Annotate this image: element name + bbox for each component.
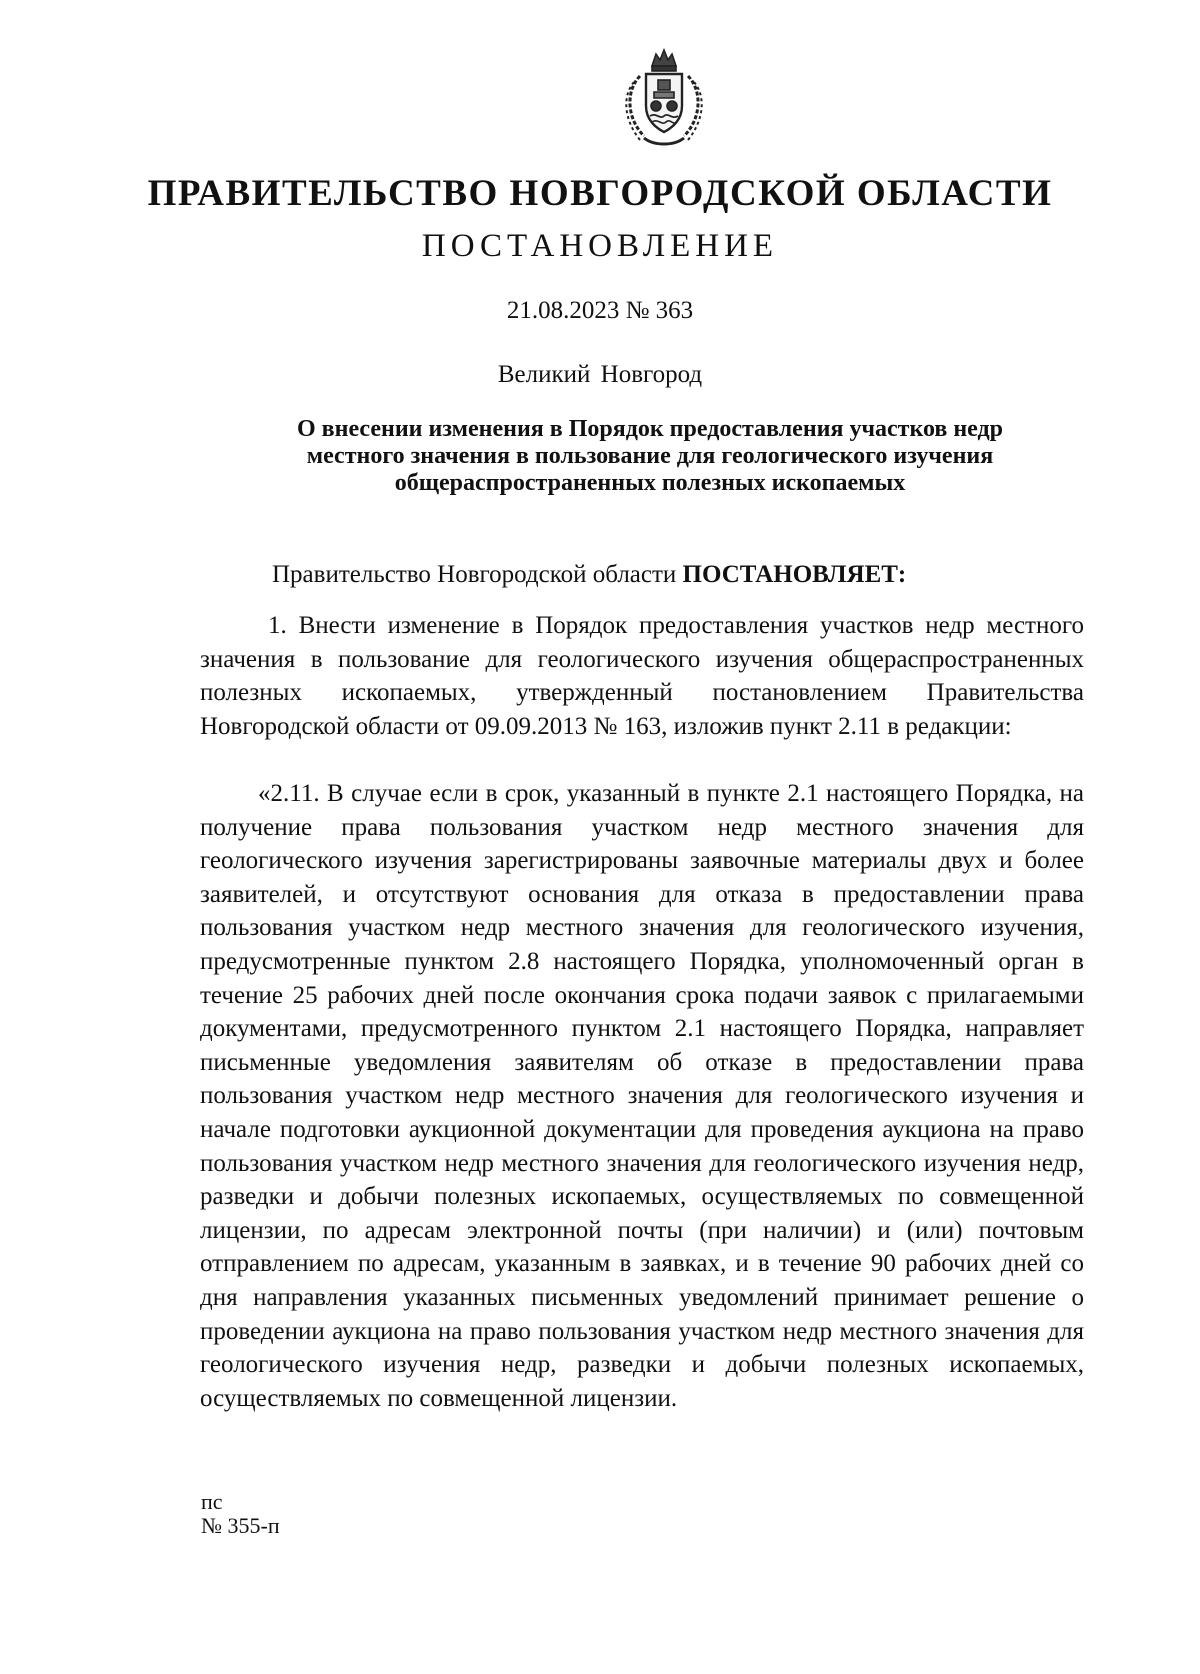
subject-line: местного значения в пользование для геологического изучения xyxy=(306,443,994,469)
coat-of-arms-emblem xyxy=(618,46,710,150)
paragraph-1: 1. Внести изменение в Порядок предоставления участков недр местного значения в пользование для геологического изучения общераспространенных полезных ископаемых, утвержденный постановлением Правительства Новгородской области от 09.09.2013 № 163, изложив пункт 2.11 в редакции: xyxy=(200,612,1084,740)
decree-lead: Правительство Новгородской области xyxy=(272,561,683,588)
document-subject xyxy=(200,416,1100,497)
footer-reg-number: № 355-п xyxy=(201,1513,280,1538)
subject-line: общераспространенных полезных ископаемых xyxy=(394,470,906,496)
footer-code: пс xyxy=(201,1489,223,1514)
document-city: Великий Новгород xyxy=(497,361,703,388)
decree-verb: ПОСТАНОВЛЯЕТ: xyxy=(682,561,907,588)
document-date-number: 21.08.2023 № 363 xyxy=(506,297,694,324)
document-type: ПОСТАНОВЛЕНИЕ xyxy=(421,228,779,264)
decree-statement xyxy=(200,558,1084,592)
paragraph-2: «2.11. В случае если в срок, указанный в пункте 2.1 настоящего Порядка, на получение права пользования участком недр местного значения для геологического изучения зарегистрированы заявочные материалы двух и более заявителей, и отсутствуют основания для отказа в предоставлении права пользования участком недр местного значения для геологического изучения, предусмотренные пунктом 2.8 настоящего Порядка, уполномоченный орган в течение 25 рабочих дней после окончания срока подачи заявок с прилагаемыми документами, предусмотренного пунктом 2.1 настоящего Порядка, направляет письменные уведомления заявителям об отказе в предоставлении права пользования участком недр местного значения для геологического изучения и начале подготовки аукционной документации для проведения аукциона на право пользования участком недр местного значения для геологического изучения недр, разведки и добычи полезных ископаемых, осуществляемых по совмещенной лицензии, по адресам электронной почты (при наличии) и (или) почтовым отправлением по адресам, указанным в заявках, и в течение 90 рабочих дней со дня направления указанных письменных уведомлений принимает решение о проведении аукциона на право пользования участком недр местного значения для геологического изучения недр, разведки и добычи полезных ископаемых, осуществляемых по совмещенной лицензии. xyxy=(200,780,1084,1412)
subject-line: О внесении изменения в Порядок предоставления участков недр xyxy=(297,416,1003,442)
government-title: ПРАВИТЕЛЬСТВО НОВГОРОДСКОЙ ОБЛАСТИ xyxy=(147,173,1053,214)
document-footer xyxy=(201,1490,280,1538)
